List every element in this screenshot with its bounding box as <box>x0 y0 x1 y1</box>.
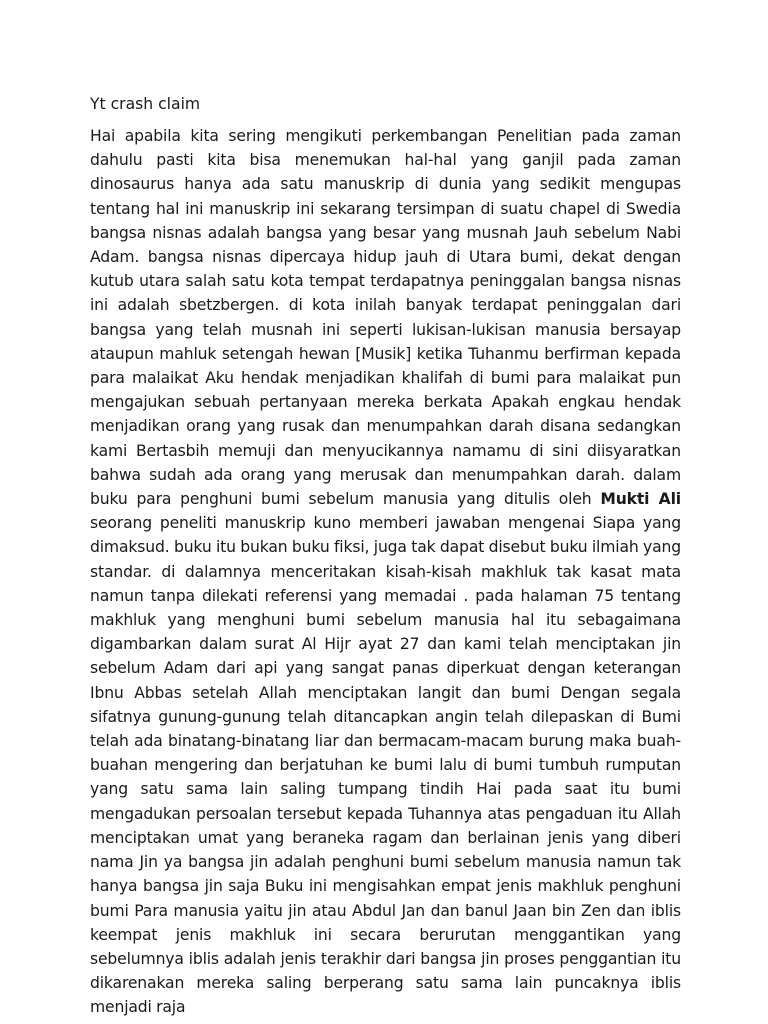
document-body <box>90 124 681 1020</box>
author-name: Mukti Ali <box>600 490 681 509</box>
body-text-part-1: Hai apabila kita sering mengikuti perkembangan Penelitian pada zaman dahulu pasti kita bisa menemukan hal-hal yang ganjil pada zaman dinosaurus hanya ada satu manuskrip di dunia yang sedikit mengupas tentang hal ini manuskrip ini sekarang tersimpan di suatu chapel di Swedia bangsa nisnas adalah bangsa yang besar yang musnah Jauh sebelum Nabi Adam. bangsa nisnas dipercaya hidup jauh di Utara bumi, dekat dengan kutub utara salah satu kota tempat terdapatnya peninggalan bangsa nisnas ini adalah sbetzbergen. di kota inilah banyak terdapat peninggalan dari bangsa yang telah musnah ini seperti lukisan-lukisan manusia bersayap ataupun mahluk setengah hewan [Musik] ketika Tuhanmu berfirman kepada para malaikat Aku hendak menjadikan khalifah di bumi para malaikat pun mengajukan sebuah pertanyaan mereka berkata Apakah engkau hendak menjadikan orang yang rusak dan menumpahkan darah disana sedangkan kami Bertasbih memuji dan menyucikannya namamu di sini diisyaratkan bahwa sudah ada orang yang merusak dan menumpahkan darah. dalam buku para penghuni bumi sebelum manusia yang ditulis oleh <box>90 127 681 509</box>
document-title: Yt crash claim <box>90 95 201 113</box>
body-text-part-2: seorang peneliti manuskrip kuno memberi jawaban mengenai Siapa yang dimaksud. buku itu bukan buku fiksi, juga tak dapat disebut buku ilmiah yang standar. di dalamnya menceritakan kisah-kisah makhluk tak kasat mata namun tanpa dilekati referensi yang memadai . pada halaman 75 tentang makhluk yang menghuni bumi sebelum manusia hal itu sebagaimana digambarkan dalam surat Al Hijr ayat 27 dan kami telah menciptakan jin sebelum Adam dari api yang sangat panas diperkuat dengan keterangan Ibnu Abbas setelah Allah menciptakan langit dan bumi Dengan segala sifatnya gunung-gunung telah ditancapkan angin telah dilepaskan di Bumi telah ada binatang-binatang liar dan bermacam-macam burung maka buah-buahan mengering dan berjatuhan ke bumi lalu di bumi tumbuh rumputan yang satu sama lain saling tumpang tindih Hai pada saat itu bumi mengadukan persoalan tersebut kepada Tuhannya atas pengaduan itu Allah menciptakan umat yang beraneka ragam dan berlainan jenis yang diberi nama Jin ya bangsa jin adalah penghuni bumi sebelum manusia namun tak hanya bangsa jin saja Buku ini mengisahkan empat jenis makhluk penghuni bumi Para manusia yaitu jin atau Abdul Jan dan banul Jaan bin Zen dan iblis keempat jenis makhluk ini secara berurutan menggantikan yang sebelumnya iblis adalah jenis terakhir dari bangsa jin proses penggantian itu dikarenakan mereka saling berperang satu sama lain puncaknya iblis menjadi raja <box>90 514 681 1017</box>
